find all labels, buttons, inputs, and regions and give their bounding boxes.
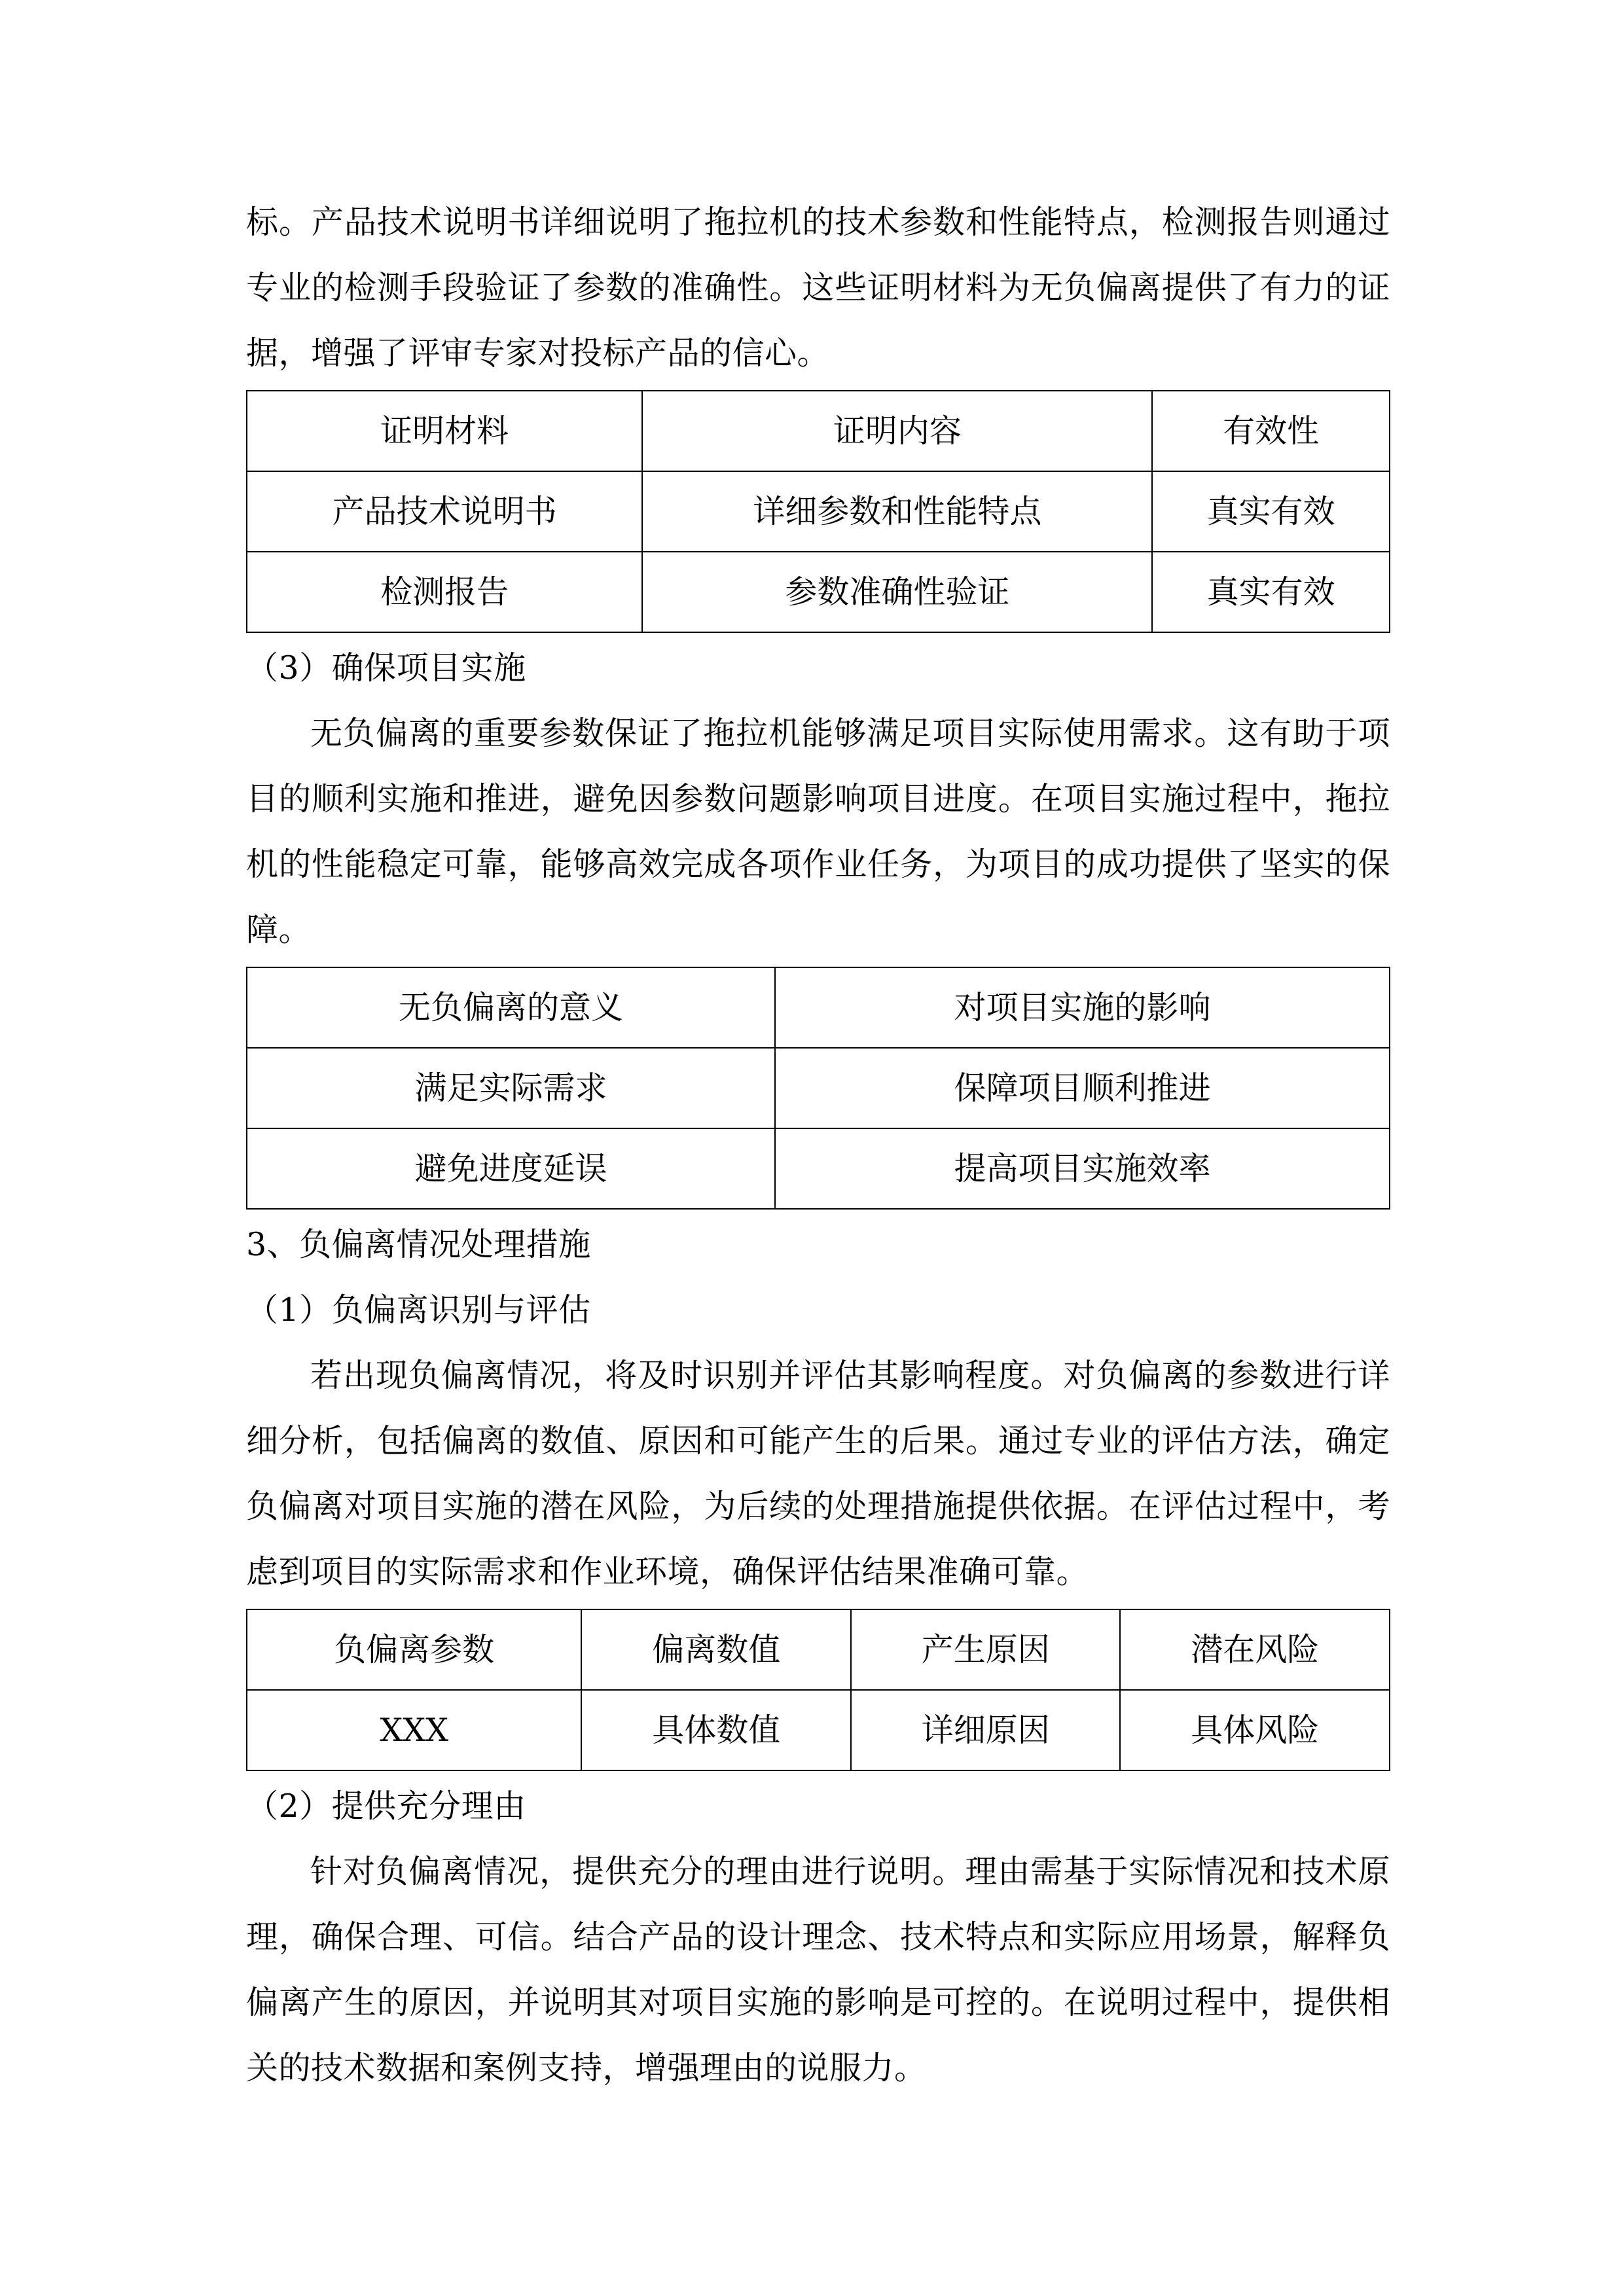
table-header-cell: 负偏离参数 bbox=[247, 1609, 581, 1690]
paragraph-reasons: 针对负偏离情况，提供充分的理由进行说明。理由需基于实际情况和技术原理，确保合理、可信。结合产品的设计理念、技术特点和实际应用场景，解释负偏离产生的原因，并说明其对项目实施的影响是可控的。在说明过程中，提供相关的技术数据和案例支持，增强理由的说服力。 bbox=[246, 1853, 1390, 2087]
subsection-heading-identification: （1）负偏离识别与评估 bbox=[246, 1291, 591, 1329]
table-cell: 具体风险 bbox=[1120, 1690, 1390, 1770]
table-cell: 详细参数和性能特点 bbox=[642, 471, 1152, 552]
table-row bbox=[247, 552, 1390, 632]
table-cell: 详细原因 bbox=[851, 1690, 1121, 1770]
section-heading-negative-deviation: 3、负偏离情况处理措施 bbox=[246, 1226, 591, 1263]
table-header-cell: 证明材料 bbox=[247, 391, 642, 471]
paragraph-identification: 若出现负偏离情况，将及时识别并评估其影响程度。对负偏离的参数进行详细分析，包括偏离的数值、原因和可能产生的后果。通过专业的评估方法，确定负偏离对项目实施的潜在风险，为后续的处理措施提供依据。在评估过程中，考虑到项目的实际需求和作业环境，确保评估结果准确可靠。 bbox=[246, 1357, 1390, 1590]
table-header-row bbox=[247, 391, 1390, 471]
table-header-cell: 对项目实施的影响 bbox=[775, 967, 1390, 1048]
table-cell: 检测报告 bbox=[247, 552, 642, 632]
table-cell: 避免进度延误 bbox=[247, 1128, 775, 1209]
table-cell: 保障项目顺利推进 bbox=[775, 1048, 1390, 1128]
table-header-cell: 无负偏离的意义 bbox=[247, 967, 775, 1048]
document-page bbox=[246, 190, 1390, 2101]
table-row bbox=[247, 1128, 1390, 1209]
table-row bbox=[247, 1690, 1390, 1770]
table-row bbox=[247, 1048, 1390, 1128]
table-header-cell: 产生原因 bbox=[851, 1609, 1121, 1690]
table-header-cell: 潜在风险 bbox=[1120, 1609, 1390, 1690]
table-cell: 产品技术说明书 bbox=[247, 471, 642, 552]
table-row bbox=[247, 471, 1390, 552]
table-header-cell: 偏离数值 bbox=[581, 1609, 851, 1690]
table-negative-deviation bbox=[246, 1609, 1390, 1771]
table-proof-materials bbox=[246, 390, 1390, 633]
paragraph-proof-materials: 标。产品技术说明书详细说明了拖拉机的技术参数和性能特点，检测报告则通过专业的检测手段验证了参数的准确性。这些证明材料为无负偏离提供了有力的证据，增强了评审专家对投标产品的信心。 bbox=[246, 204, 1390, 372]
section-heading-ensure-implementation: （3）确保项目实施 bbox=[246, 649, 526, 687]
table-header-row bbox=[247, 1609, 1390, 1690]
table-significance bbox=[246, 967, 1390, 1210]
table-header-cell: 证明内容 bbox=[642, 391, 1152, 471]
table-header-cell: 有效性 bbox=[1152, 391, 1390, 471]
table-cell: 真实有效 bbox=[1152, 552, 1390, 632]
table-cell: 提高项目实施效率 bbox=[775, 1128, 1390, 1209]
table-cell: XXX bbox=[247, 1690, 581, 1770]
table-cell: 真实有效 bbox=[1152, 471, 1390, 552]
table-cell: 参数准确性验证 bbox=[642, 552, 1152, 632]
table-cell: 具体数值 bbox=[581, 1690, 851, 1770]
paragraph-ensure-implementation: 无负偏离的重要参数保证了拖拉机能够满足项目实际使用需求。这有助于项目的顺利实施和推进，避免因参数问题影响项目进度。在项目实施过程中，拖拉机的性能稳定可靠，能够高效完成各项作业任务，为项目的成功提供了坚实的保障。 bbox=[246, 715, 1390, 948]
table-cell: 满足实际需求 bbox=[247, 1048, 775, 1128]
subsection-heading-reasons: （2）提供充分理由 bbox=[246, 1787, 526, 1825]
table-header-row bbox=[247, 967, 1390, 1048]
